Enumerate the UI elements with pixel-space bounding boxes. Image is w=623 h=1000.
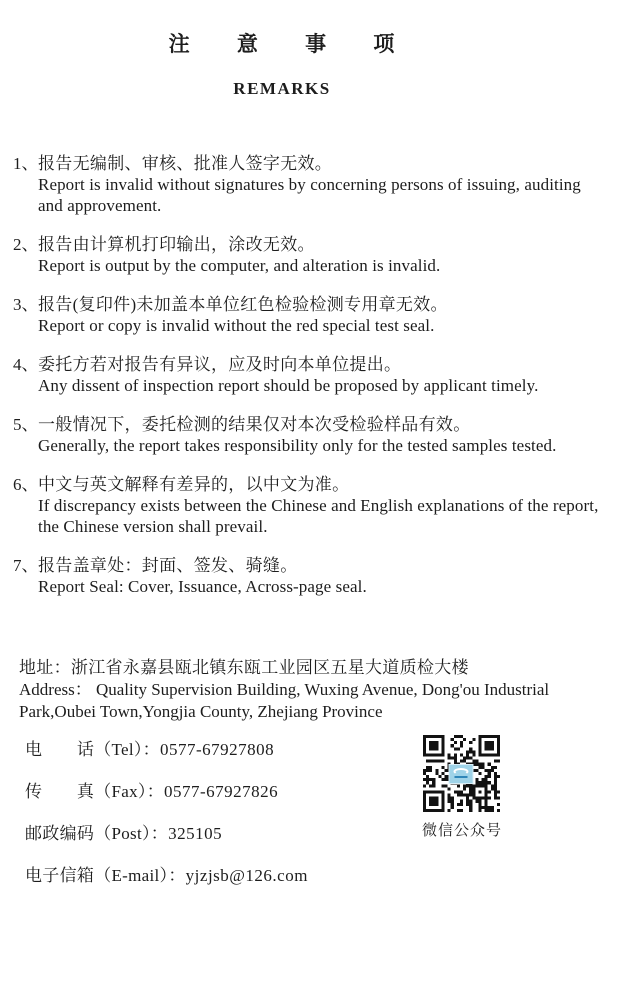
phone-label: 电 话（Tel）： — [25, 740, 160, 759]
phone-line — [25, 740, 623, 760]
remark-number: 3、 — [13, 295, 39, 314]
email-label: 电子信箱（E-mail）： — [25, 866, 186, 885]
address-block — [19, 657, 599, 723]
postcode-value: 325105 — [168, 824, 223, 843]
remark-item-5 — [13, 414, 603, 456]
page-header — [0, 0, 564, 99]
remark-item-3 — [13, 294, 603, 336]
qr-center-logo — [449, 764, 474, 784]
postcode-label: 邮政编码（Post）： — [25, 824, 169, 843]
remark-english-text: If discrepancy exists between the Chinese and English explanations of the report, the Chinese version shall prevail. — [38, 496, 599, 536]
remark-english-text: Any dissent of inspection report should be proposed by applicant timely. — [38, 376, 539, 395]
remark-item-4 — [13, 354, 603, 396]
email-line — [25, 866, 623, 886]
wechat-qr-caption: 微信公众号 — [422, 823, 503, 839]
remark-chinese-text: 报告(复印件)未加盖本单位红色检验检测专用章无效。 — [38, 295, 448, 314]
wechat-qr-block — [422, 735, 503, 840]
fax-number: 0577-67927826 — [164, 782, 279, 801]
remarks-list — [13, 153, 603, 597]
remark-number: 2、 — [13, 235, 39, 254]
remark-item-7 — [13, 555, 603, 597]
remark-item-2 — [13, 234, 603, 276]
fax-line — [25, 782, 623, 802]
remark-chinese-text: 一般情况下，委托检测的结果仅对本次受检验样品有效。 — [38, 415, 471, 434]
postcode-line — [25, 824, 623, 844]
remark-english-text: Report is invalid without signatures by concerning persons of issuing, auditing and approvement. — [38, 175, 581, 215]
page-title-english: REMARKS — [233, 79, 331, 98]
remark-number: 1、 — [13, 154, 39, 173]
qr-logo-mark — [454, 768, 469, 775]
qr-code-image — [423, 735, 500, 812]
remark-chinese-text: 中文与英文解释有差异的，以中文为准。 — [38, 475, 350, 494]
remark-number: 6、 — [13, 475, 39, 494]
fax-label: 传 真（Fax）： — [25, 782, 164, 801]
remark-item-1 — [13, 153, 603, 216]
remark-number: 5、 — [13, 415, 39, 434]
remark-number: 4、 — [13, 355, 39, 374]
remark-english-text: Report Seal: Cover, Issuance, Across-page seal. — [38, 577, 367, 596]
page-title-chinese: 注 意 事 项 — [168, 32, 396, 56]
qr-logo-line — [455, 776, 468, 778]
address-english: Address： Quality Supervision Building, Wuxing Avenue, Dong'ou Industrial Park,Oubei Town,Yongjia County, Zhejiang Province — [19, 680, 550, 721]
address-chinese: 地址：浙江省永嘉县瓯北镇东瓯工业园区五星大道质检大楼 — [19, 658, 469, 677]
remark-number: 7、 — [13, 556, 39, 575]
remark-english-text: Report or copy is invalid without the red special test seal. — [38, 316, 435, 335]
remark-english-text: Report is output by the computer, and alteration is invalid. — [38, 256, 441, 275]
remark-english-text: Generally, the report takes responsibility only for the tested samples tested. — [38, 436, 557, 455]
remark-chinese-text: 报告由计算机打印输出，涂改无效。 — [38, 235, 315, 254]
remark-item-6 — [13, 474, 603, 537]
contact-info — [25, 740, 623, 886]
remark-chinese-text: 报告无编制、审核、批准人签字无效。 — [38, 154, 333, 173]
email-address: yjzjsb@126.com — [185, 866, 308, 885]
remark-chinese-text: 报告盖章处：封面、签发、骑缝。 — [38, 556, 298, 575]
remark-chinese-text: 委托方若对报告有异议，应及时向本单位提出。 — [38, 355, 402, 374]
phone-number: 0577-67927808 — [159, 740, 275, 759]
